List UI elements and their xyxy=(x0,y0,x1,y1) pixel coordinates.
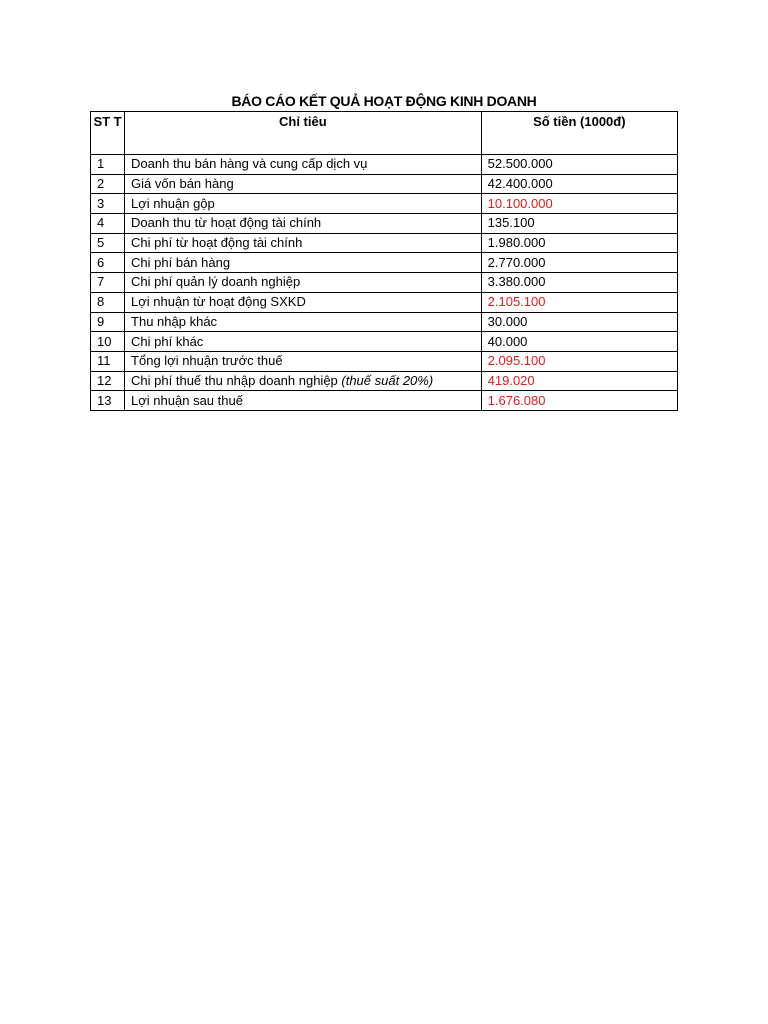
row-indicator: Lợi nhuận gộp xyxy=(125,194,482,214)
row-amount: 30.000 xyxy=(481,312,677,332)
report-title: BÁO CÁO KẾT QUẢ HOẠT ĐỘNG KINH DOANH xyxy=(231,93,537,109)
tax-rate-note: (thuế suất 20%) xyxy=(341,372,434,388)
table-header-row xyxy=(91,112,678,155)
table-row xyxy=(91,194,678,214)
row-number: 4 xyxy=(91,214,125,234)
row-amount: 3.380.000 xyxy=(481,273,677,293)
row-indicator: Chi phí từ hoạt động tài chính xyxy=(125,233,482,253)
row-indicator: Tổng lợi nhuận trước thuế xyxy=(125,351,482,371)
row-indicator: Doanh thu từ hoạt động tài chính xyxy=(125,214,482,234)
row-number: 5 xyxy=(91,233,125,253)
table-row xyxy=(91,292,678,312)
report-table xyxy=(90,111,678,411)
table-row xyxy=(91,312,678,332)
row-amount: 40.000 xyxy=(481,332,677,352)
table-row xyxy=(91,273,678,293)
row-indicator: Chi phí quản lý doanh nghiệp xyxy=(125,273,482,293)
table-row xyxy=(91,351,678,371)
row-amount-highlight: 419.020 xyxy=(481,371,677,391)
table-row xyxy=(91,233,678,253)
table-row xyxy=(91,332,678,352)
row-amount-highlight: 2.105.100 xyxy=(481,292,677,312)
row-indicator: Chi phí khác xyxy=(125,332,482,352)
table-row xyxy=(91,214,678,234)
row-number: 6 xyxy=(91,253,125,273)
table-row xyxy=(91,155,678,175)
row-indicator: Lợi nhuận sau thuế xyxy=(125,391,482,411)
row-amount: 135.100 xyxy=(481,214,677,234)
row-number: 2 xyxy=(91,174,125,194)
row-amount-highlight: 1.676.080 xyxy=(481,391,677,411)
row-amount-highlight: 2.095.100 xyxy=(481,351,677,371)
row-number: 9 xyxy=(91,312,125,332)
row-number: 7 xyxy=(91,273,125,293)
row-indicator-with-note xyxy=(125,371,482,391)
column-header-amount: Số tiền (1000đ) xyxy=(481,112,677,155)
row-amount: 1.980.000 xyxy=(481,233,677,253)
column-header-indicator: Chỉ tiêu xyxy=(125,112,482,155)
row-number: 13 xyxy=(91,391,125,411)
row-amount: 52.500.000 xyxy=(481,155,677,175)
table-row xyxy=(91,253,678,273)
row-number: 1 xyxy=(91,155,125,175)
row-indicator-text: Chi phí thuế thu nhập doanh nghiệp xyxy=(131,372,342,388)
table-row xyxy=(91,174,678,194)
row-number: 12 xyxy=(91,371,125,391)
row-amount: 2.770.000 xyxy=(481,253,677,273)
row-amount-highlight: 10.100.000 xyxy=(481,194,677,214)
row-indicator: Doanh thu bán hàng và cung cấp dịch vụ xyxy=(125,155,482,175)
table-row xyxy=(91,391,678,411)
row-number: 8 xyxy=(91,292,125,312)
row-amount: 42.400.000 xyxy=(481,174,677,194)
row-number: 10 xyxy=(91,332,125,352)
row-number: 11 xyxy=(91,351,125,371)
column-header-stt: ST T xyxy=(91,112,125,155)
row-indicator: Lợi nhuận từ hoạt động SXKD xyxy=(125,292,482,312)
table-row xyxy=(91,371,678,391)
row-indicator: Thu nhập khác xyxy=(125,312,482,332)
row-indicator: Chi phí bán hàng xyxy=(125,253,482,273)
row-number: 3 xyxy=(91,194,125,214)
row-indicator: Giá vốn bán hàng xyxy=(125,174,482,194)
